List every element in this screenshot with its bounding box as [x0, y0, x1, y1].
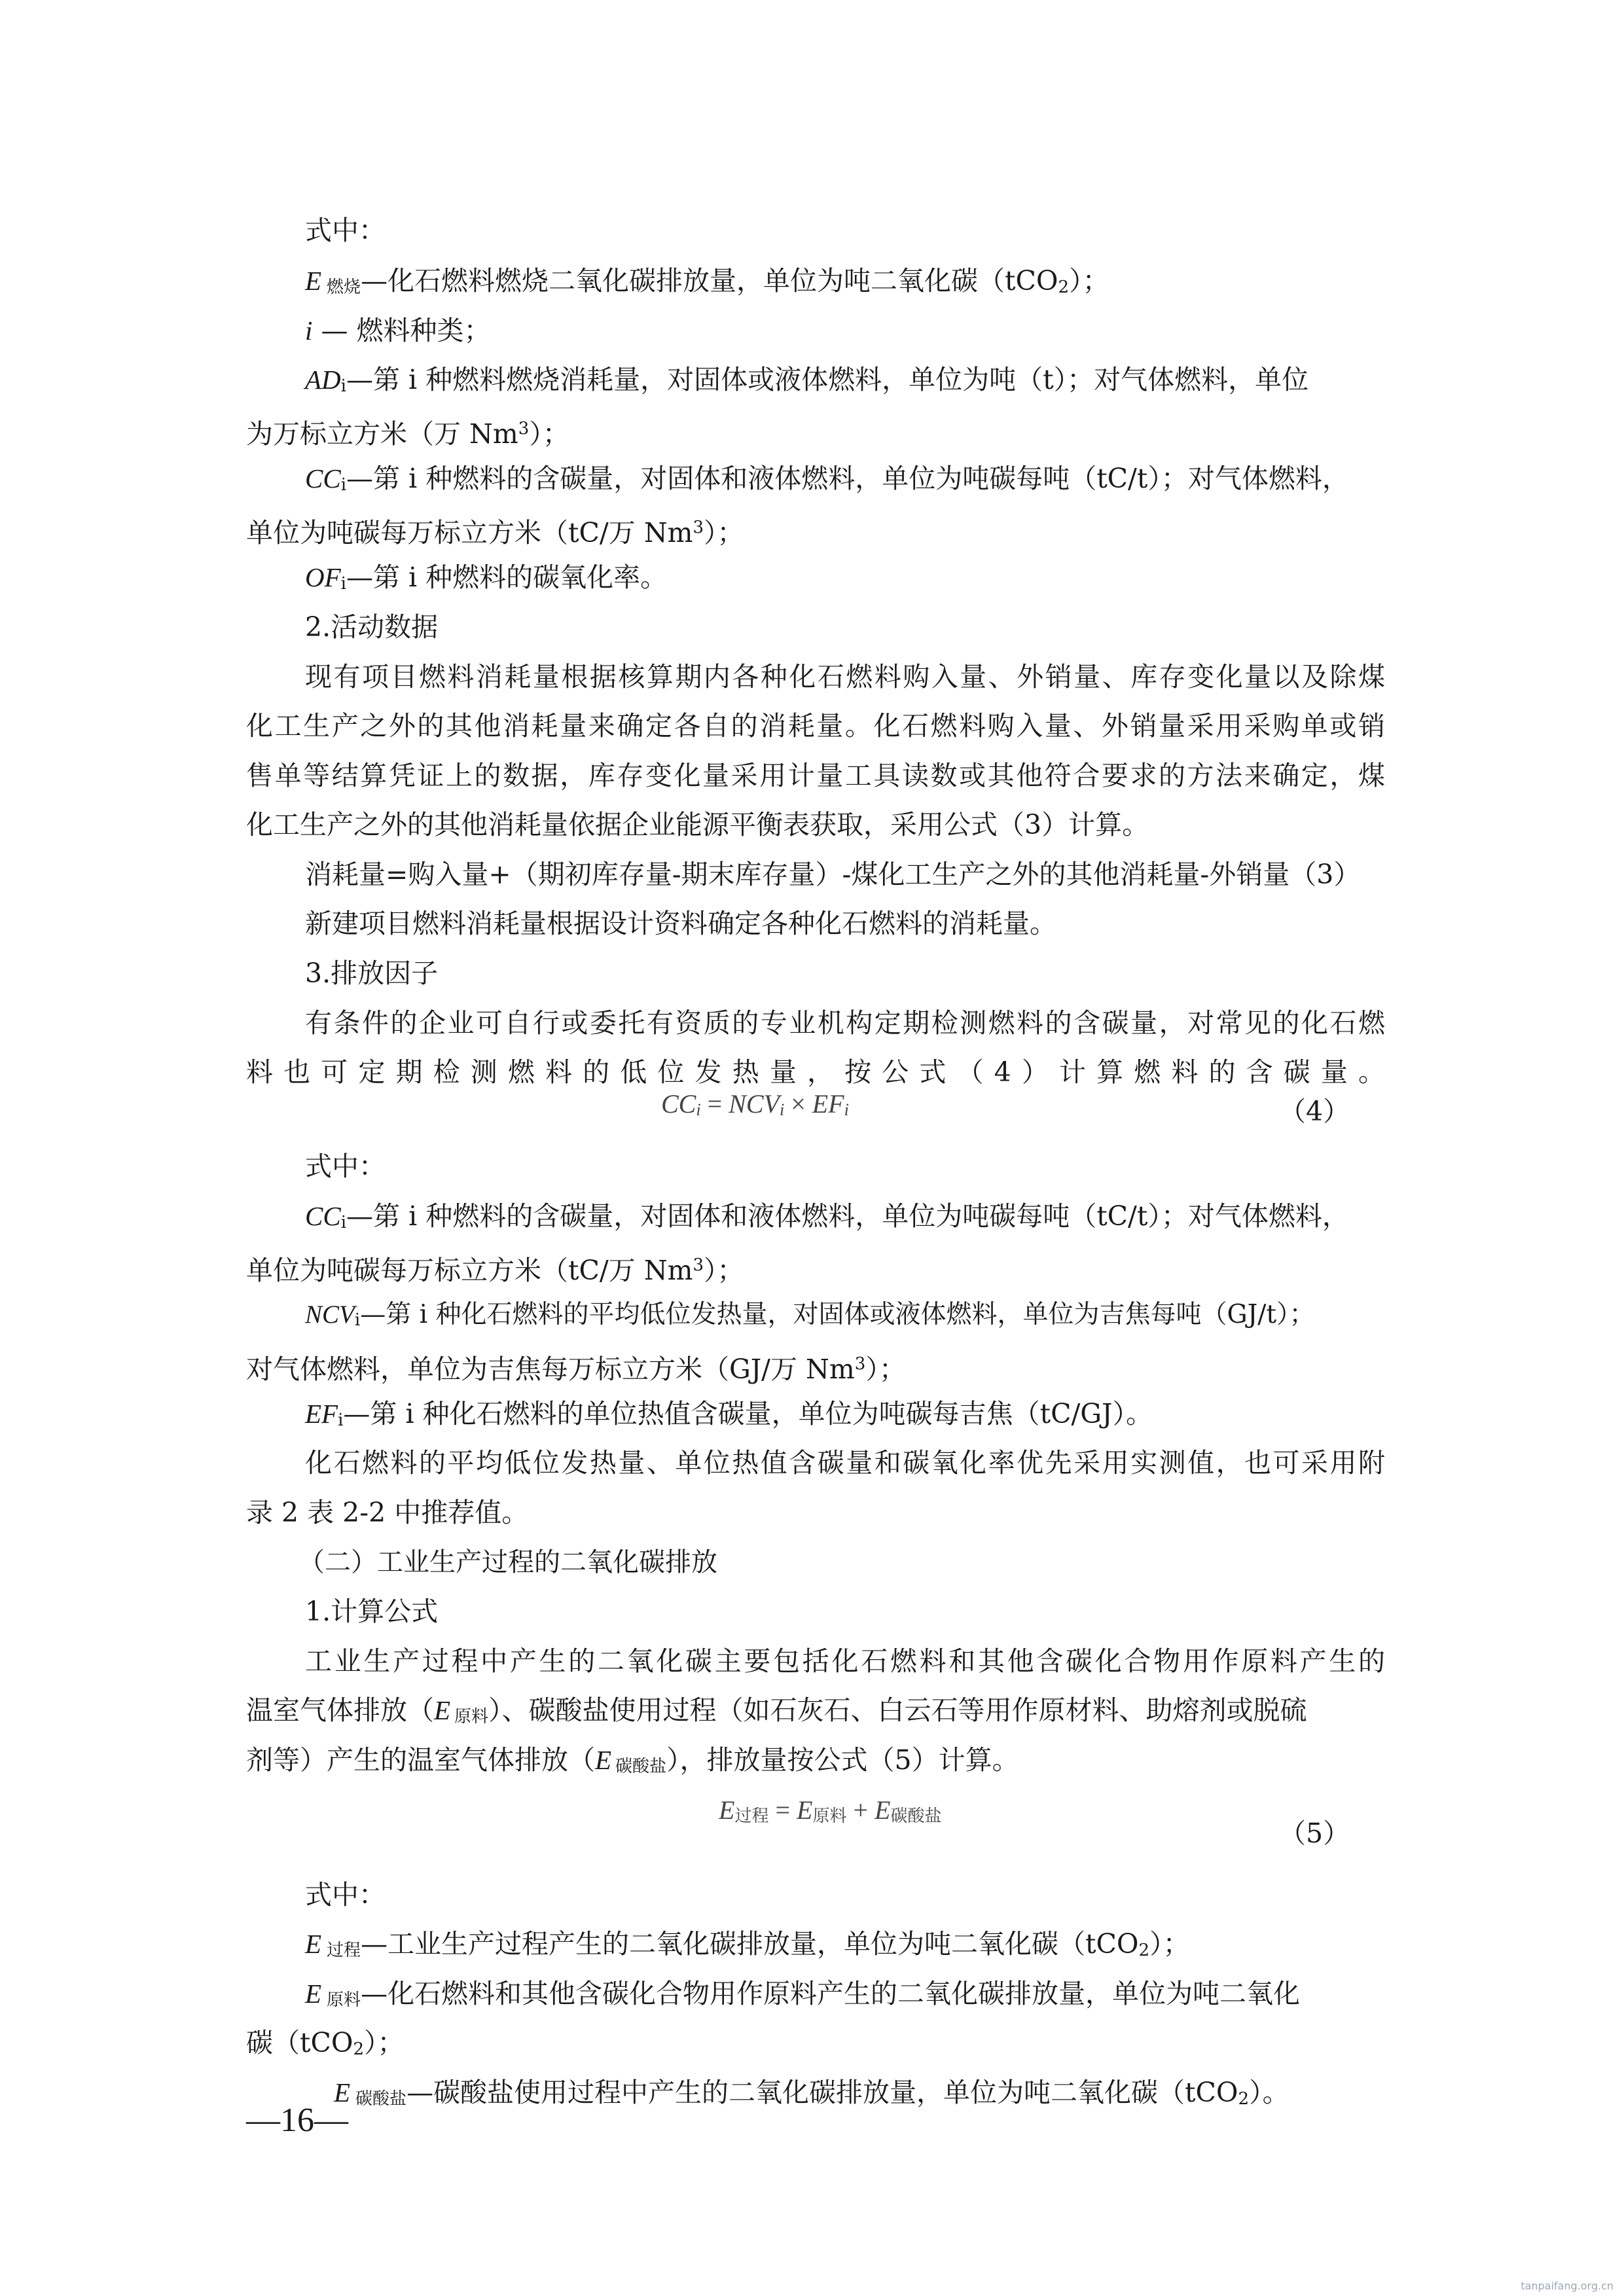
- text: ），排放量按公式（5）计算。: [666, 1744, 1019, 1776]
- definition-end: ）；: [865, 1354, 906, 1385]
- symbol: EF: [305, 1399, 338, 1429]
- definition-end: ）。: [1249, 2077, 1290, 2108]
- superscript: 3: [693, 518, 704, 537]
- definition-text: —第 i 种燃料的碳氧化率。: [346, 562, 668, 593]
- subscript: 过程: [327, 1941, 361, 1960]
- subscript: i: [340, 574, 346, 594]
- definition-text: —第 i 种燃料的含碳量，对固体和液体燃料，单位为吨碳每吨（tC/t）；对气体燃料，: [346, 463, 1349, 494]
- formula-legend-intro: 式中：: [305, 215, 386, 246]
- paragraph-line: 工业生产过程中产生的二氧化碳主要包括化石燃料和其他含碳化合物用作原料产生的: [305, 1645, 1385, 1677]
- symbol: E: [595, 1745, 612, 1775]
- formula-term: E: [875, 1795, 891, 1825]
- subscript: 原料: [454, 1707, 489, 1727]
- definition-text: —第 i 种化石燃料的单位热值含碳量，单位为吨碳每吉焦（tC/GJ）。: [343, 1398, 1153, 1429]
- def-e-raw: [305, 1974, 1385, 2020]
- section-heading-process: （二）工业生产过程的二氧化碳排放: [298, 1547, 717, 1577]
- sub-heading-formula: 1.计算公式: [305, 1596, 439, 1627]
- equation-number-5: （5）: [1279, 1818, 1350, 1849]
- subscript: i: [354, 1310, 361, 1330]
- symbol: E: [305, 266, 322, 296]
- paragraph-line: 化工生产之外的其他消耗量依据企业能源平衡表获取，采用公式（3）计算。: [246, 809, 1149, 840]
- subscript: 2: [1058, 278, 1070, 297]
- symbol: CC: [305, 1201, 341, 1231]
- def-e-process: [305, 1924, 1385, 1970]
- paragraph-line: 有条件的企业可自行或委托有资质的专业机构定期检测燃料的含碳量，对常见的化石燃: [305, 1007, 1385, 1039]
- subscript: 2: [1238, 2089, 1250, 2109]
- definition-end: ）；: [529, 418, 569, 450]
- definition-end: ）；: [1149, 1928, 1190, 1960]
- definition-text: —碳酸盐使用过程中产生的二氧化碳排放量，单位为吨二氧化碳（tCO: [406, 2077, 1238, 2108]
- subscript: 原料: [327, 1990, 361, 2010]
- symbol: E: [305, 1929, 322, 1959]
- def-ef: [305, 1394, 1385, 1440]
- text: ）、碳酸盐使用过程（如石灰石、白云石等用作原材料、助熔剂或脱硫: [488, 1695, 1307, 1726]
- symbol: NCV: [305, 1300, 355, 1329]
- def-cc: [305, 459, 1385, 505]
- subscript: i: [340, 1213, 347, 1232]
- subscript: i: [844, 1100, 849, 1119]
- formula-term: E: [719, 1795, 735, 1825]
- subscript: 原料: [812, 1806, 847, 1825]
- definition-text: 单位为吨碳每万标立方米（tC/万 Nm: [246, 517, 693, 548]
- def-ad: [305, 360, 1385, 406]
- formula-operator: =: [700, 1089, 729, 1119]
- formula-legend-intro: 式中：: [305, 1151, 386, 1182]
- paragraph-line: 化石燃料的平均低位发热量、单位热值含碳量和碳氧化率优先采用实测值，也可采用附: [305, 1447, 1385, 1479]
- def-e-carbonate: [334, 2073, 1385, 2119]
- formula-3: 消耗量=购入量+（期初库存量-期末库存量）-煤化工生产之外的其他消耗量-外销量（3）: [305, 859, 1361, 890]
- def-of: [305, 558, 1385, 603]
- definition-text: —工业生产过程产生的二氧化碳排放量，单位为吨二氧化碳（tCO: [361, 1928, 1139, 1960]
- formula-term: CC: [661, 1089, 696, 1119]
- formula-operator: =: [768, 1795, 797, 1825]
- formula-legend-intro: 式中：: [305, 1879, 386, 1910]
- definition-text: —化石燃料和其他含碳化合物用作原料产生的二氧化碳排放量，单位为吨二氧化: [361, 1978, 1301, 2009]
- subscript: i: [779, 1100, 785, 1119]
- symbol: E: [434, 1695, 451, 1725]
- formula-term: EF: [812, 1089, 844, 1119]
- def-i: [305, 311, 1385, 350]
- def-ncv-continued: [246, 1344, 1385, 1389]
- superscript: 3: [518, 419, 530, 439]
- paragraph-line: 新建项目燃料消耗量根据设计资料确定各种化石燃料的消耗量。: [305, 908, 1056, 939]
- section-heading-activity: 2.活动数据: [305, 611, 439, 643]
- paragraph-line: 录 2 表 2-2 中推荐值。: [246, 1497, 529, 1528]
- subscript: 2: [353, 2039, 365, 2059]
- subscript: 碳酸盐: [615, 1757, 667, 1776]
- subscript: 2: [1138, 1941, 1150, 1960]
- definition-end: ）；: [364, 2027, 405, 2058]
- superscript: 3: [854, 1354, 866, 1374]
- subscript: 燃烧: [327, 278, 361, 297]
- symbol: OF: [305, 562, 341, 592]
- paragraph-line: [246, 1691, 1385, 1736]
- page-number: —16—: [246, 2102, 348, 2139]
- subscript: 碳酸盐: [890, 1806, 942, 1825]
- symbol: i: [305, 315, 313, 346]
- subscript: i: [338, 1410, 344, 1430]
- definition-text: — 燃料种类；: [312, 315, 491, 346]
- definition-text: —第 i 种燃料燃烧消耗量，对固体或液体燃料，单位为吨（t）；对气体燃料，单位: [346, 364, 1309, 395]
- definition-text: —化石燃料燃烧二氧化碳排放量，单位为吨二氧化碳（tCO: [361, 265, 1058, 296]
- definition-text: —第 i 种化石燃料的平均低位发热量，对固体或液体燃料，单位为吉焦每吨（GJ/t）；: [360, 1300, 1315, 1329]
- formula-4: [661, 1088, 849, 1126]
- definition-text: 对气体燃料，单位为吉焦每万标立方米（GJ/万 Nm: [246, 1354, 855, 1385]
- paragraph-line: 化工生产之外的其他消耗量来确定各自的消耗量。化石燃料购入量、外销量采用采购单或销: [246, 710, 1385, 742]
- definition-end: ）；: [704, 1255, 744, 1286]
- section-heading-factor: 3.排放因子: [305, 958, 439, 989]
- text: 温室气体排放（: [246, 1695, 434, 1726]
- definition-text: 单位为吨碳每万标立方米（tC/万 Nm: [246, 1255, 693, 1286]
- superscript: 3: [693, 1255, 704, 1275]
- formula-operator: +: [846, 1795, 875, 1825]
- text: 剂等）产生的温室气体排放（: [246, 1744, 595, 1776]
- def-cc: [305, 1196, 1385, 1242]
- definition-text: —第 i 种燃料的含碳量，对固体和液体燃料，单位为吨碳每吨（tC/t）；对气体燃料，: [346, 1200, 1349, 1232]
- symbol: E: [334, 2077, 351, 2108]
- subscript: i: [340, 376, 346, 396]
- def-e-combustion: [305, 261, 1385, 307]
- subscript: i: [340, 475, 347, 495]
- definition-end: ）；: [1069, 265, 1110, 296]
- paragraph-line: 售单等结算凭证上的数据，库存变化量采用计量工具读数或其他符合要求的方法来确定，煤: [246, 760, 1385, 791]
- formula-term: NCV: [729, 1089, 780, 1119]
- paragraph-line: [246, 1740, 1385, 1786]
- def-ncv: [305, 1295, 1385, 1340]
- definition-text: 为万标立方米（万 Nm: [246, 418, 518, 450]
- subscript: 过程: [734, 1806, 769, 1825]
- formula-operator: ×: [784, 1089, 812, 1119]
- definition-end: ）；: [704, 517, 744, 548]
- equation-number-4: （4）: [1279, 1096, 1350, 1127]
- symbol: E: [305, 1979, 322, 2009]
- def-ad-continued: [246, 409, 1385, 454]
- paragraph-line: 料也可定期检测燃料的低位发热量，按公式（4）计算燃料的含碳量。: [246, 1056, 1385, 1088]
- def-cc-continued: [246, 1246, 1385, 1290]
- definition-text: 碳（tCO: [246, 2027, 353, 2058]
- symbol: CC: [305, 463, 341, 493]
- symbol: AD: [305, 365, 341, 395]
- def-cc-continued: [246, 508, 1385, 552]
- watermark: tanpaifang.org.cn: [1521, 2280, 1614, 2292]
- formula-5: [719, 1792, 941, 1835]
- paragraph-line: 现有项目燃料消耗量根据核算期内各种化石燃料购入量、外销量、库存变化量以及除煤: [305, 661, 1385, 692]
- subscript: i: [696, 1100, 701, 1119]
- subscript: 碳酸盐: [355, 2089, 407, 2109]
- formula-term: E: [797, 1795, 813, 1825]
- def-e-raw-continued: [246, 2023, 1385, 2069]
